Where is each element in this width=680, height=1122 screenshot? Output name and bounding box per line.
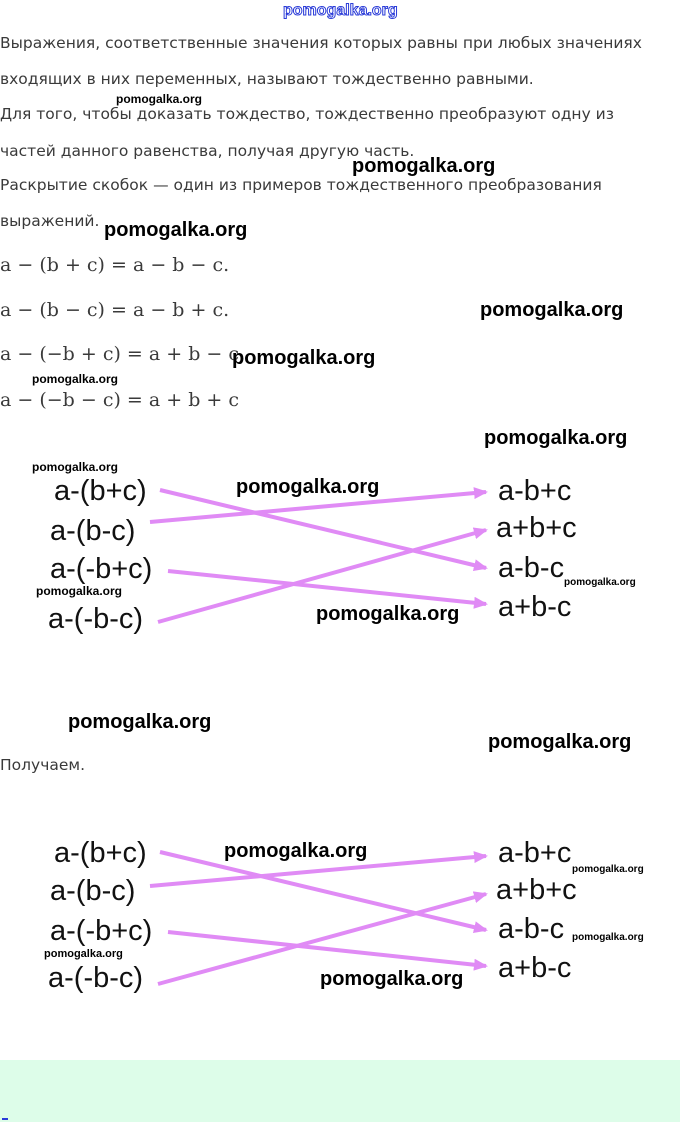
- left-expr-3: a-(-b+c): [50, 553, 153, 585]
- watermark-text: pomogalka.org: [236, 476, 380, 498]
- left-expr-4: a-(-b-c): [48, 962, 144, 994]
- watermark-text: pomogalka.org: [480, 299, 624, 321]
- watermark-text: pomogalka.org: [44, 948, 123, 960]
- right-expr-3: a-b-c: [498, 552, 565, 584]
- paragraph-line-1: Выражения, соответственные значения которых равны при любых значениях: [0, 34, 642, 52]
- watermark-text: pomogalka.org: [224, 840, 368, 862]
- left-expr-2: a-(b-c): [50, 515, 136, 547]
- paragraph-line-4: частей данного равенства, получая другую часть.: [0, 142, 415, 160]
- watermark-text: pomogalka.org: [316, 603, 460, 625]
- footer-mark: [2, 1118, 8, 1120]
- watermark-text: pomogalka.org: [116, 92, 203, 106]
- watermark-text: pomogalka.org: [572, 864, 644, 875]
- left-expr-4: a-(-b-c): [48, 603, 144, 635]
- formula-1: a − (b + c) = a − b − c.: [0, 254, 230, 276]
- watermark-text: pomogalka.org: [104, 219, 248, 241]
- formula-4: a − (−b − c) = a + b + c: [0, 389, 240, 411]
- watermark-text: pomogalka.org: [232, 347, 376, 369]
- watermark-text: pomogalka.org: [320, 968, 464, 990]
- left-expr-1: a-(b+c): [54, 475, 147, 507]
- watermark-text: pomogalka.org: [32, 372, 119, 386]
- watermark-text: pomogalka.org: [352, 155, 496, 177]
- watermark-text: pomogalka.org: [564, 577, 636, 588]
- right-expr-4: a+b-c: [498, 591, 572, 623]
- top-watermark: pomogalka.org: [283, 2, 398, 19]
- watermark-text: pomogalka.org: [488, 731, 632, 753]
- arrow-1-to-3: [160, 490, 486, 568]
- left-expr-2: a-(b-c): [50, 875, 136, 907]
- left-expr-3: a-(-b+c): [50, 915, 153, 947]
- arrow-1-to-3: [160, 852, 486, 930]
- right-expr-1: a-b+c: [498, 837, 572, 869]
- result-label: Получаем.: [0, 756, 86, 774]
- paragraph-line-5: Раскрытие скобок — один из примеров тождественного преобразования: [0, 176, 602, 194]
- footer-band: [0, 1060, 680, 1122]
- right-expr-3: a-b-c: [498, 913, 565, 945]
- right-expr-1: a-b+c: [498, 475, 572, 507]
- watermark-text: pomogalka.org: [484, 427, 628, 449]
- right-expr-2: a+b+c: [496, 874, 577, 906]
- watermark-text: pomogalka.org: [572, 932, 644, 943]
- right-expr-2: a+b+c: [496, 512, 577, 544]
- right-expr-4: a+b-c: [498, 952, 572, 984]
- formula-3: a − (−b + c) = a + b − c.: [0, 343, 246, 365]
- paragraph-line-6: выражений.: [0, 212, 100, 230]
- watermark-text: pomogalka.org: [36, 584, 123, 598]
- left-expr-1: a-(b+c): [54, 837, 147, 869]
- paragraph-line-3: Для того, чтобы доказать тождество, тождественно преобразуют одну из: [0, 105, 614, 123]
- watermark-text: pomogalka.org: [32, 460, 119, 474]
- paragraph-line-2: входящих в них переменных, называют тождественно равными.: [0, 70, 534, 88]
- formula-2: a − (b − c) = a − b + c.: [0, 299, 230, 321]
- watermark-text: pomogalka.org: [68, 711, 212, 733]
